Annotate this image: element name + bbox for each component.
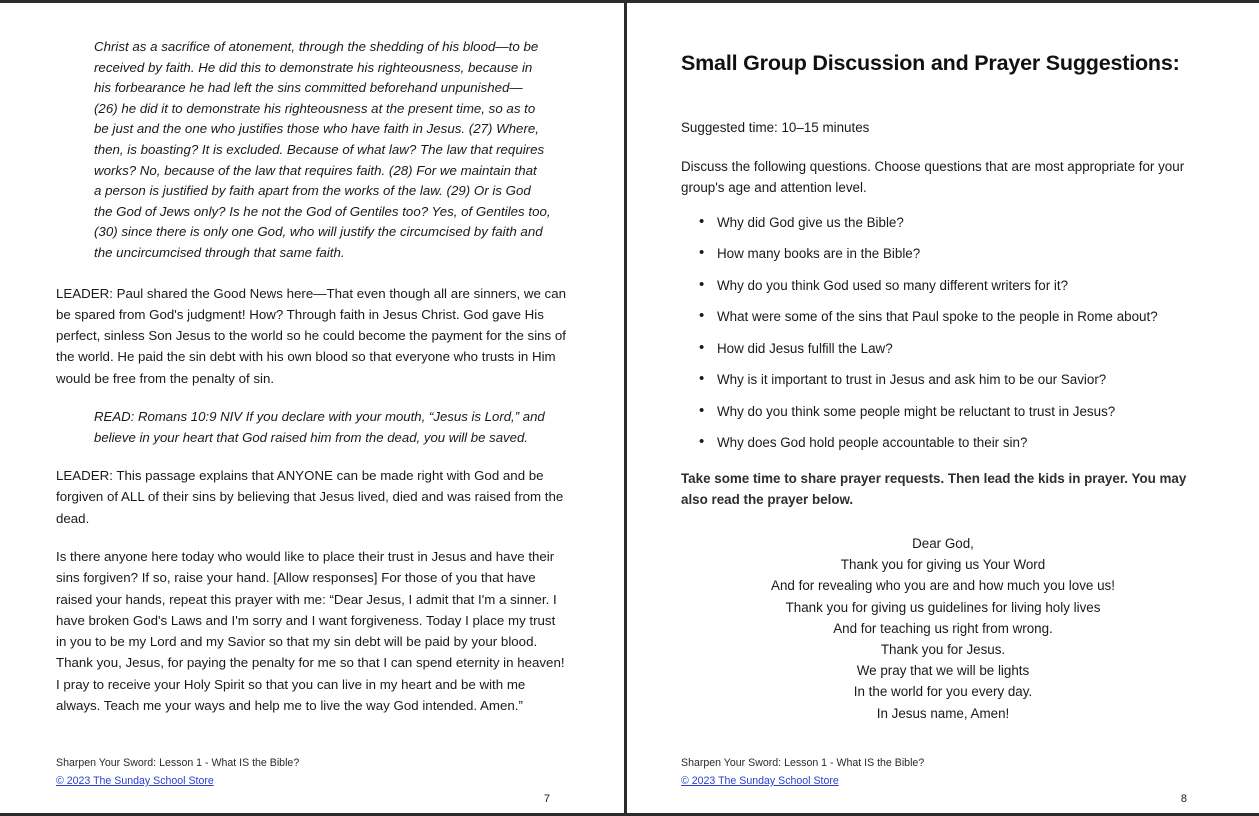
salvation-prayer-paragraph: Is there anyone here today who would like to place their trust in Jesus and have their sins forgiven? If so, raise your hand. [Allow responses] For those of you that have raised your hands, repeat this prayer with me: “Dear Jesus, I admit that I'm a sinner. I have broken God's Laws and I'm sorry and I want forgiveness. Today I place my trust in you to be my Lord and my Savior so that my sin debt will be paid by your blood. Thank you, Jesus, for paying the penalty for me so that I can spend eternity in heaven! I pray to receive your Holy Spirit so that you can live in my heart and be with me always. Teach me your ways and help me to live the way God intended. Amen.”: [56, 548, 565, 713]
footer-lesson-title: Sharpen Your Sword: Lesson 1 - What IS the Bible?: [56, 757, 300, 769]
suggested-time: Suggested time: 10–15 minutes: [681, 120, 870, 135]
prayer-line: Thank you for giving us guidelines for living holy lives: [785, 599, 1101, 615]
prayer-line: Dear God,: [912, 536, 974, 551]
page-number: 7: [543, 793, 550, 805]
page-title: Small Group Discussion and Prayer Suggestions:: [681, 51, 1180, 75]
scripture-line: the God of Jews only? Is he not the God of Gentiles too? Yes, of Gentiles too,: [94, 203, 551, 219]
discussion-questions-list: [681, 213, 1205, 453]
page-number: 8: [1180, 793, 1187, 805]
page-left-footer: [56, 755, 568, 805]
scripture-line: (30) since there is only one God, who will justify the circumcised by faith and: [94, 224, 543, 240]
scripture-line: (26) he did it to demonstrate his righteousness at the present time, so as to: [94, 100, 536, 116]
scripture-line: received by faith. He did this to demonstrate his righteousness, because in: [94, 59, 533, 75]
scripture-line: the uncircumcised through that same faith.: [94, 244, 345, 260]
discussion-instructions: Discuss the following questions. Choose questions that are most appropriate for your group's age and attention level.: [681, 158, 1185, 195]
closing-prayer: [681, 533, 1205, 724]
list-item: • How did Jesus fulfill the Law?: [717, 339, 1205, 358]
scripture-line: be just and the one who justifies those who have faith in Jesus. (27) Where,: [94, 121, 539, 137]
list-item: • Why do you think God used so many different writers for it?: [717, 276, 1205, 295]
prayer-request-note: Take some time to share prayer requests. Then lead the kids in prayer. You may also read the prayer below.: [681, 471, 1187, 507]
list-item: • Why do you think some people might be reluctant to trust in Jesus?: [717, 402, 1205, 421]
list-item: • Why did God give us the Bible?: [717, 213, 1205, 232]
prayer-line: In the world for you every day.: [853, 684, 1033, 700]
page-left: [0, 3, 627, 813]
list-item: • Why does God hold people accountable to their sin?: [717, 433, 1205, 452]
prayer-line: And for teaching us right from wrong.: [833, 620, 1053, 636]
scripture-line: a person is justified by faith apart from the works of the law. (29) Or is God: [94, 183, 531, 199]
list-item: • Why is it important to trust in Jesus and ask him to be our Savior?: [717, 370, 1205, 389]
footer-copyright-link[interactable]: © 2023 The Sunday School Store: [681, 775, 839, 787]
leader-paragraph-1: LEADER: Paul shared the Good News here—That even though all are sinners, we can be spared from God's judgment! How? Through faith in Jesus Christ. God gave His perfect, sinless Son Jesus to the world so he could become the payment for the sins of the world. He paid the sin debt with his own blood so that everyone who trusts in Him would be free from the penalty of sin.: [56, 285, 566, 386]
footer-lesson-title: Sharpen Your Sword: Lesson 1 - What IS the Bible?: [681, 757, 925, 769]
page-right: [627, 3, 1259, 813]
prayer-line: Thank you for giving us Your Word: [840, 557, 1046, 573]
list-item: • How many books are in the Bible?: [717, 244, 1205, 263]
scripture-line: his forbearance he had left the sins committed beforehand unpunished—: [94, 80, 523, 96]
leader-paragraph-2: LEADER: This passage explains that ANYONE can be made right with God and be forgiven of ALL of their sins by believing that Jesus lived, died and was raised from the dead.: [56, 468, 564, 526]
scripture-line: then, is boasting? It is excluded. Because of what law? The law that requires: [94, 141, 545, 157]
prayer-line: We pray that we will be lights: [856, 663, 1030, 679]
prayer-line: Thank you for Jesus.: [880, 642, 1006, 658]
page-right-footer: [681, 755, 1205, 805]
read-scripture-block: READ: Romans 10:9 NIV If you declare with your mouth, “Jesus is Lord,” and believe in your heart that God raised him from the dead, you will be saved.: [94, 409, 545, 446]
list-item: • What were some of the sins that Paul spoke to the people in Rome about?: [717, 307, 1205, 326]
footer-copyright-link[interactable]: © 2023 The Sunday School Store: [56, 775, 214, 787]
scripture-quote: [94, 37, 568, 264]
scripture-line: Christ as a sacrifice of atonement, through the shedding of his blood—to be: [94, 39, 539, 54]
prayer-line: And for revealing who you are and how much you love us!: [771, 578, 1115, 594]
scripture-line: works? No, because of the law that requires faith. (28) For we maintain that: [94, 162, 537, 178]
prayer-line: In Jesus name, Amen!: [876, 705, 1010, 721]
